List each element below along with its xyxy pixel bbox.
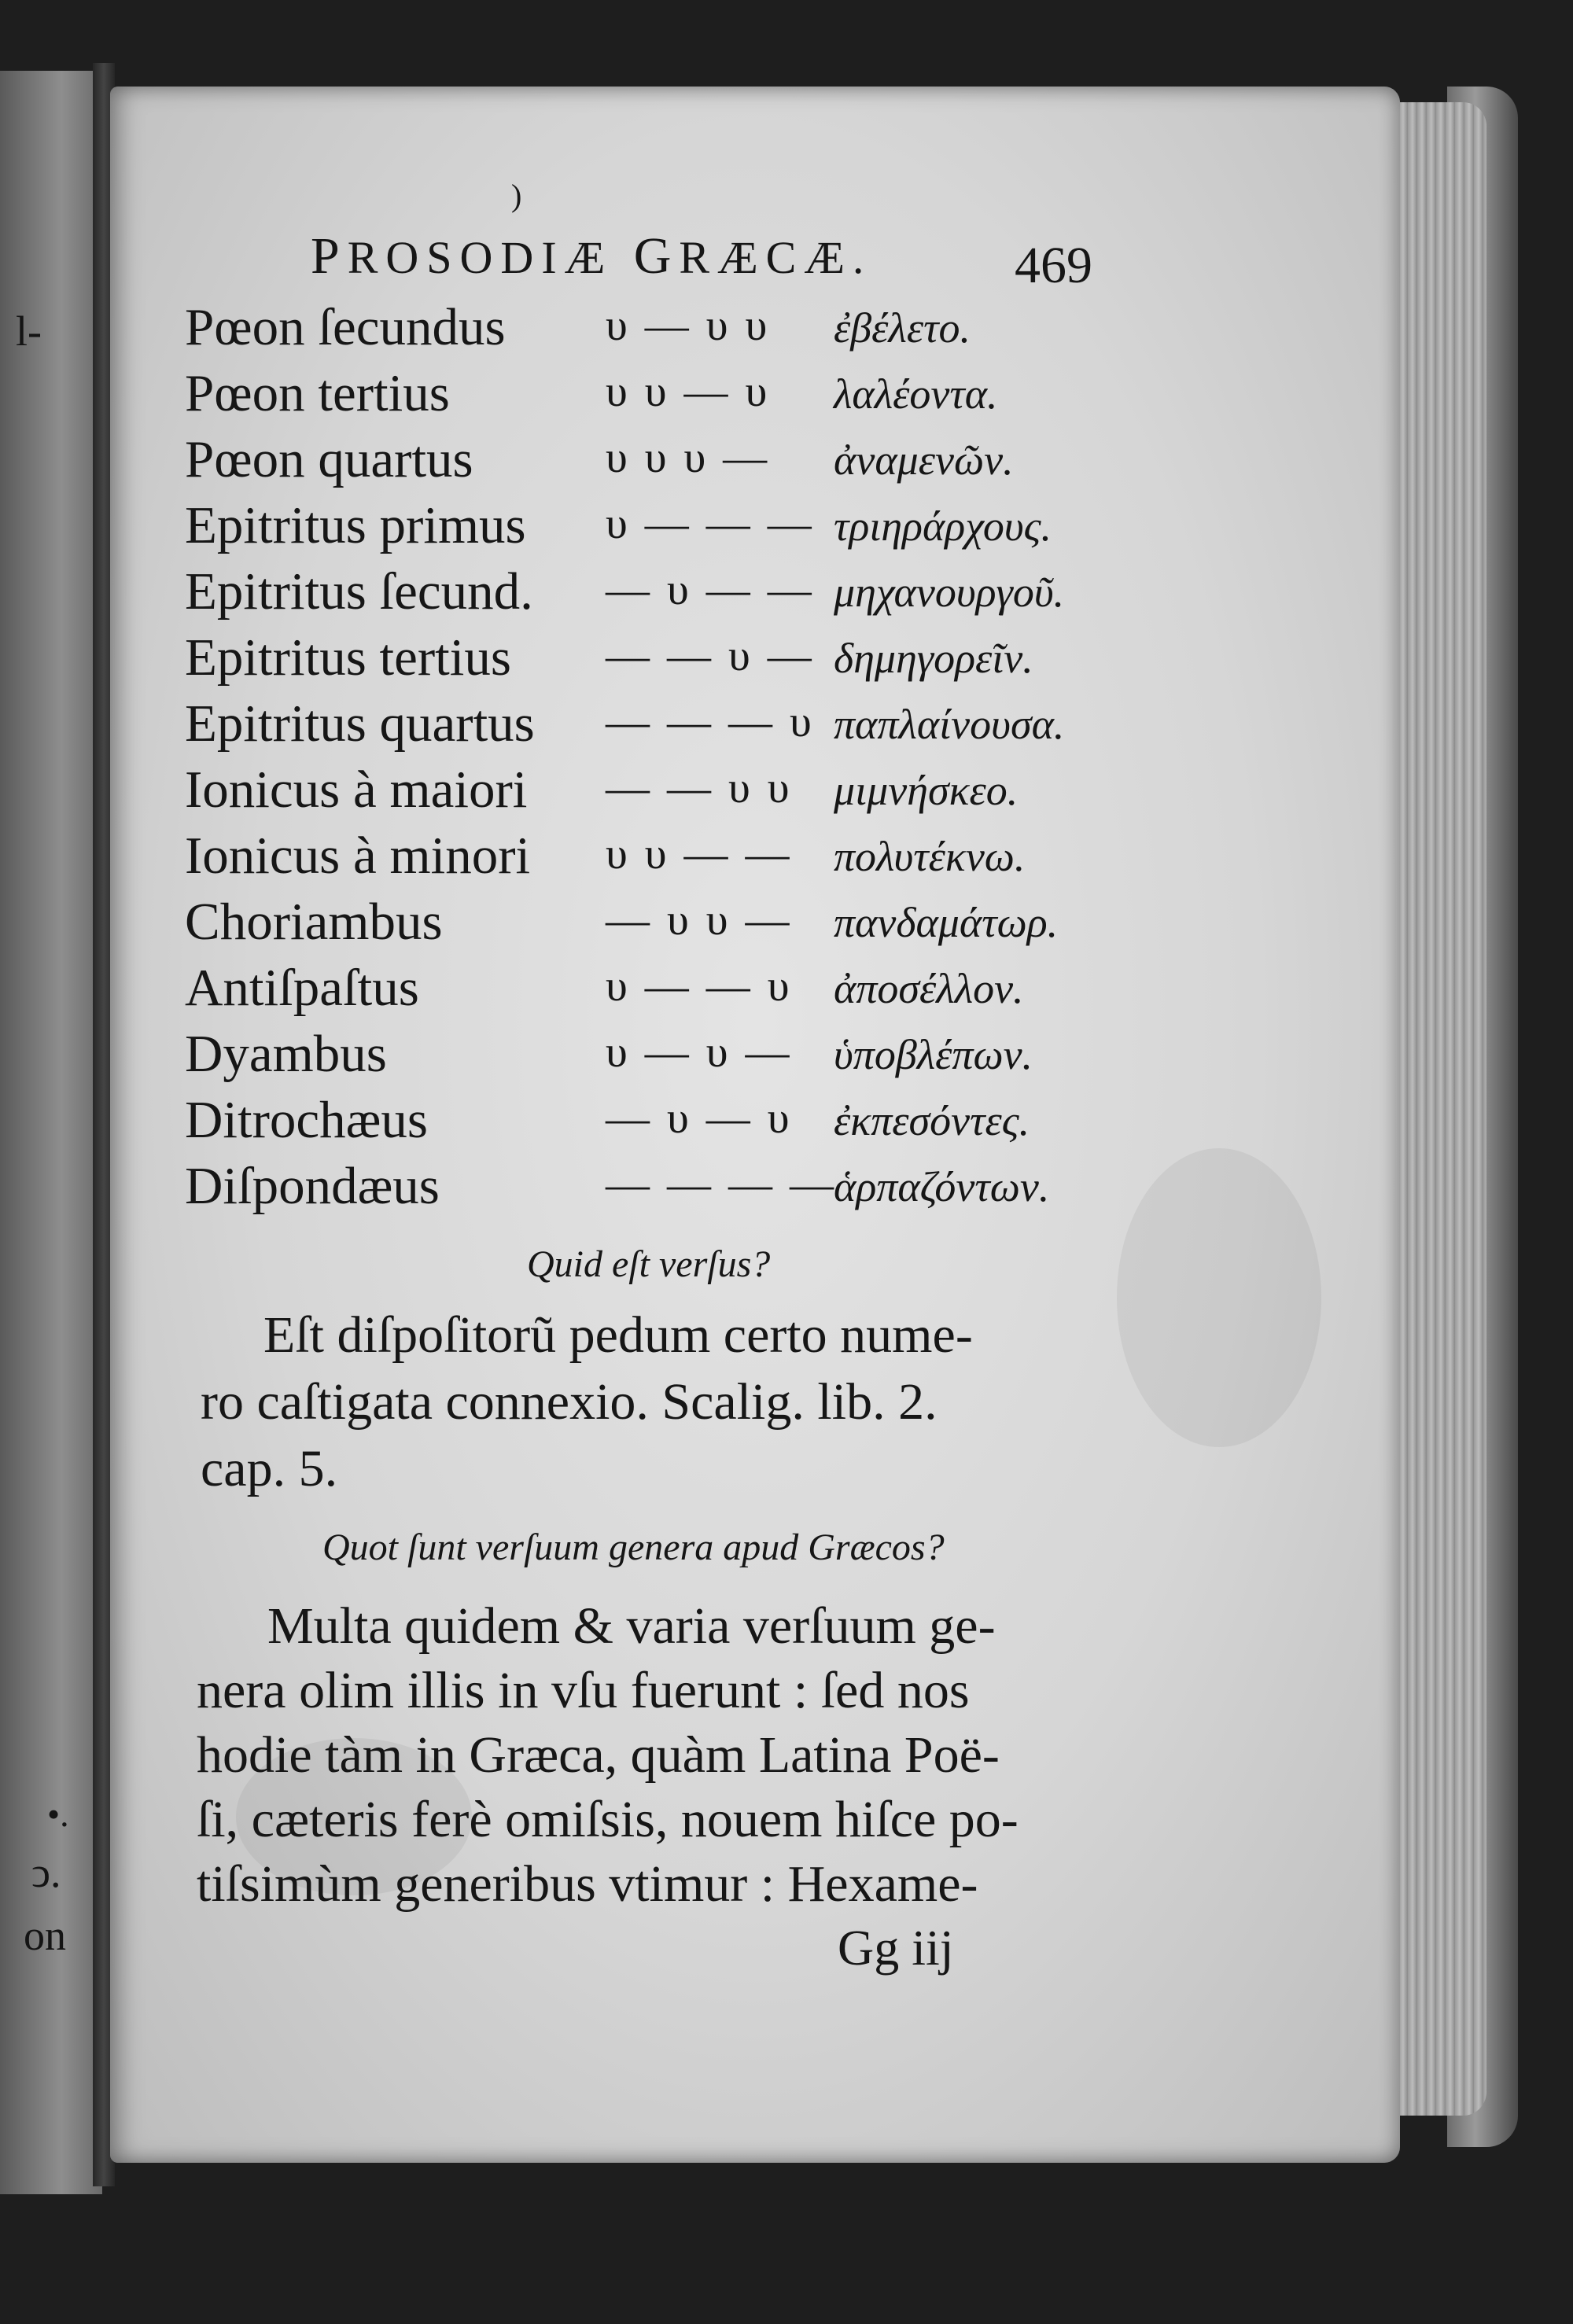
table-row [185,495,1184,560]
left-page-fragment: on [24,1912,66,1959]
table-row [185,760,1184,824]
foot-name: Antiſpaſtus [185,959,419,1017]
text-line: cap. 5. [201,1440,338,1497]
table-row [185,363,1184,428]
text-line: ro caſtigata connexio. Scalig. lib. 2. [201,1373,938,1431]
question-heading: Quot ſunt verſuum genera apud Græcos? [322,1527,945,1568]
foot-name: Pœon tertius [185,364,450,422]
table-row [185,1090,1184,1155]
foot-example: ὑποβλέπων. [834,1031,1033,1078]
foot-name: Ionicus à minori [185,827,531,885]
text-line: tiſsimùm generibus vtimur : Hexame- [197,1855,978,1913]
running-head-word: ROSODIÆ [347,232,613,283]
foot-example: παπλαίνουσα. [834,701,1065,748]
foot-example: μιμνήσκεο. [834,767,1019,814]
table-row [185,429,1184,494]
foot-example: τριηράρχους. [834,503,1052,550]
foot-scheme: — — — — [606,1160,837,1209]
page-number: 469 [1015,237,1092,294]
table-row [185,826,1184,890]
running-head-word: RÆCÆ. [679,232,872,283]
left-page-fragment: l- [16,308,42,355]
foot-scheme: υ — — — [606,499,815,548]
foot-name: Dyambus [185,1025,387,1083]
foot-name: Epitritus primus [185,496,526,554]
left-page-fragment: •. [47,1794,69,1834]
foot-scheme: — υ — υ [606,1094,793,1143]
foot-example: πολυτέκνω. [834,833,1026,880]
foot-name: Epitritus tertius [185,628,511,687]
table-row [185,628,1184,692]
foot-example: λαλέοντα. [834,370,998,418]
table-row [185,1024,1184,1088]
text-line: ſi, cæteris ferè omiſsis, nouem hiſce po- [197,1791,1019,1848]
text-line: Eſt diſpoſitorũ pedum certo nume- [263,1306,973,1364]
foot-example: ἀποσέλλον. [834,965,1024,1012]
foot-name: Ionicus à maiori [185,761,528,819]
foot-example: ἀναμενῶν. [834,436,1014,484]
foot-example: ἐκπεσόντες. [834,1097,1030,1144]
foot-name: Pœon ſecundus [185,298,506,356]
left-page-edge [0,71,102,2194]
table-row [185,694,1184,758]
running-head [311,227,871,286]
text-line: hodie tàm in Græca, quàm Latina Poë- [197,1726,1000,1784]
table-row [185,892,1184,956]
foot-name: Choriambus [185,893,443,951]
signature-mark: Gg iij [838,1920,954,1976]
table-row [185,1156,1184,1221]
question-heading: Quid eſt verſus? [527,1243,771,1285]
foot-name: Ditrochæus [185,1091,428,1149]
margin-mark: ) [511,178,522,213]
table-row [185,958,1184,1022]
foot-scheme: — — — υ [606,698,815,746]
foot-example: μηχανουργοῦ. [834,569,1065,616]
foot-name: Epitritus ſecund. [185,562,533,621]
foot-example: ἐβέλετο. [834,304,971,352]
foot-example: ἁρπαζόντων. [834,1163,1050,1210]
foot-scheme: υ υ — — [606,830,793,878]
foot-name: Epitritus quartus [185,694,535,753]
text-line: nera olim illis in vſu fuerunt : ſed nos [197,1662,970,1719]
foot-name: Pœon quartus [185,430,473,488]
foot-scheme: — υ — — [606,565,815,614]
foot-scheme: — υ υ — [606,896,793,945]
foot-name: Diſpondæus [185,1157,440,1215]
foot-example: δημηγορεῖν. [834,635,1033,682]
foot-scheme: — — υ υ [606,764,793,812]
running-head-initial: P [311,227,348,285]
table-row [185,562,1184,626]
foot-example: πανδαμάτωρ. [834,899,1059,946]
left-page-fragment: ↄ. [31,1849,61,1896]
table-row [185,297,1184,362]
foot-scheme: υ υ — υ [606,367,771,416]
foot-scheme: — — υ — [606,632,815,680]
foot-scheme: υ υ υ — [606,433,771,482]
foot-scheme: υ — — υ [606,962,793,1011]
foot-scheme: υ — υ — [606,1028,793,1077]
text-line: Multa quidem & varia verſuum ge- [267,1597,996,1655]
running-head-initial: G [633,227,680,285]
foot-scheme: υ — υ υ [606,301,771,350]
